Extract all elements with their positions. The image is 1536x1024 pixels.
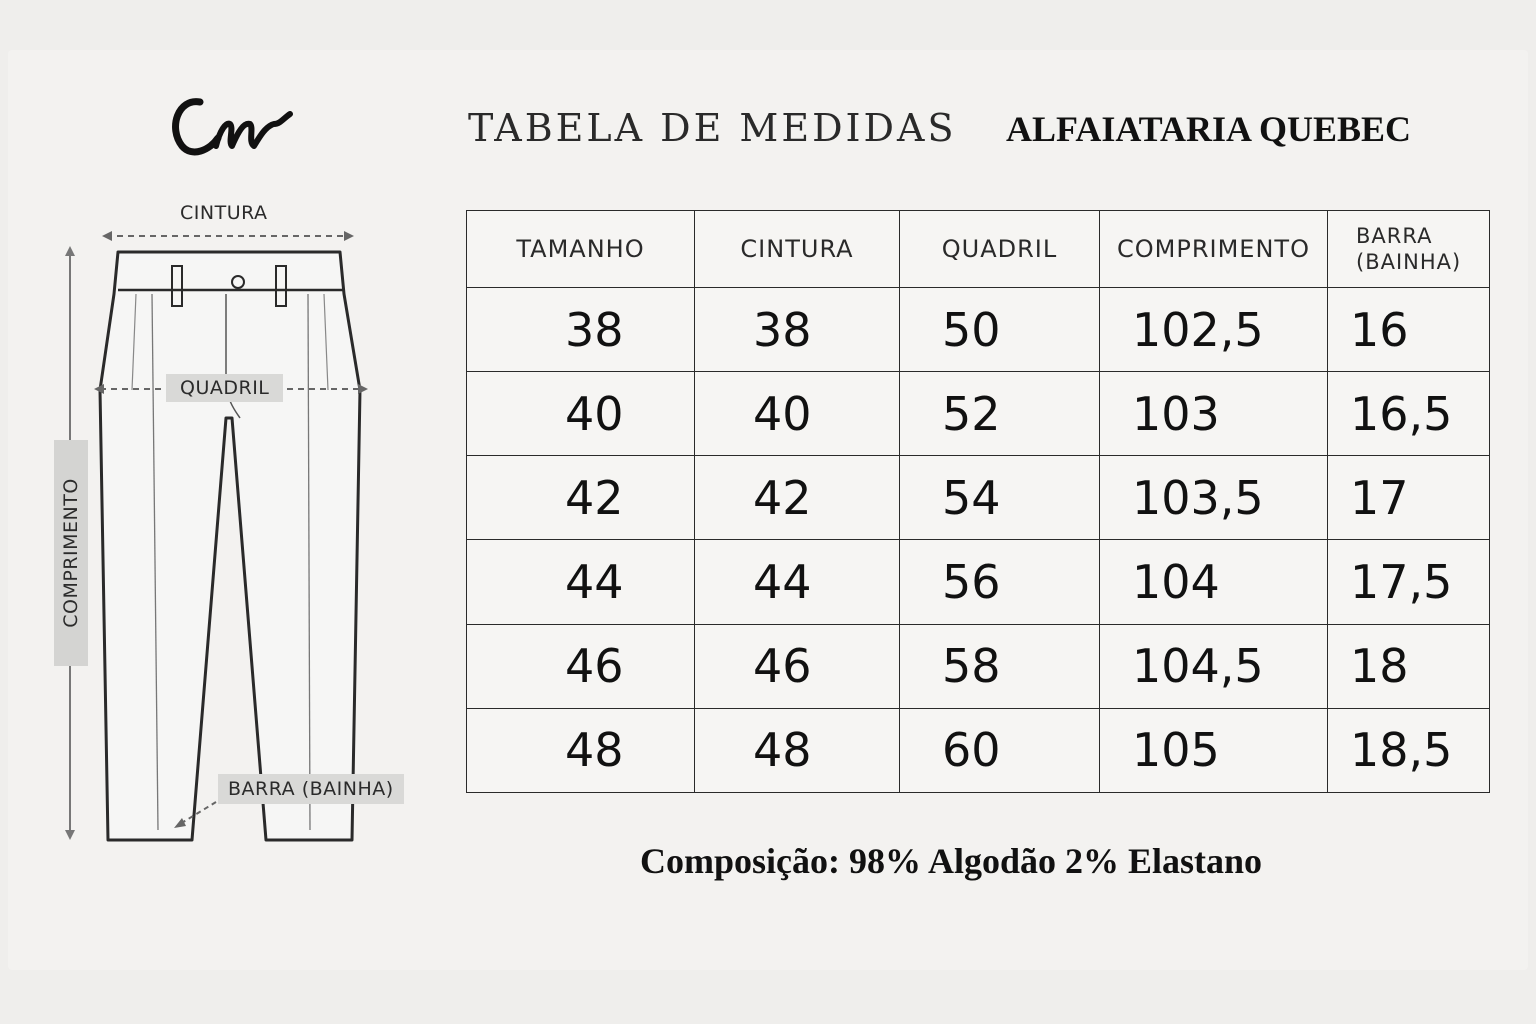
- table-row: [467, 708, 1490, 792]
- table-cell: 48: [467, 708, 695, 792]
- table-row: [467, 372, 1490, 456]
- table-cell: 48: [695, 708, 900, 792]
- table-cell: 17,5: [1328, 540, 1490, 624]
- table-row: [467, 288, 1490, 372]
- size-table: [466, 210, 1490, 793]
- brand-name: ALFAIATARIA QUEBEC: [1006, 109, 1412, 149]
- table-cell: 105: [1100, 708, 1328, 792]
- table-cell: 50: [900, 288, 1100, 372]
- table-cell: 104: [1100, 540, 1328, 624]
- table-row: [467, 456, 1490, 540]
- table-cell: 18,5: [1328, 708, 1490, 792]
- header-comprimento: COMPRIMENTO: [1100, 211, 1328, 288]
- length-label: COMPRIMENTO: [54, 440, 88, 666]
- table-cell: 44: [467, 540, 695, 624]
- hem-label: BARRA (BAINHA): [218, 774, 404, 804]
- table-cell: 56: [900, 540, 1100, 624]
- composition-note: Composição: 98% Algodão 2% Elastano: [640, 841, 1263, 881]
- table-cell: 16,5: [1328, 372, 1490, 456]
- table-cell: 46: [467, 624, 695, 708]
- table-header-row: [467, 211, 1490, 288]
- table-row: [467, 540, 1490, 624]
- waist-label: CINTURA: [180, 202, 268, 224]
- table-cell: 17: [1328, 456, 1490, 540]
- table-cell: 40: [467, 372, 695, 456]
- pants-diagram: [40, 190, 450, 870]
- table-cell: 38: [467, 288, 695, 372]
- header-barra: BARRA (BAINHA): [1328, 211, 1490, 288]
- table-cell: 103: [1100, 372, 1328, 456]
- hip-label: QUADRIL: [166, 374, 283, 402]
- table-cell: 60: [900, 708, 1100, 792]
- table-cell: 54: [900, 456, 1100, 540]
- table-cell: 58: [900, 624, 1100, 708]
- table-cell: 46: [695, 624, 900, 708]
- header-cintura: CINTURA: [695, 211, 900, 288]
- cm-logo-icon: [160, 80, 300, 170]
- table-cell: 102,5: [1100, 288, 1328, 372]
- table-cell: 103,5: [1100, 456, 1328, 540]
- header-quadril: QUADRIL: [900, 211, 1100, 288]
- header-tamanho: TAMANHO: [467, 211, 695, 288]
- table-cell: 104,5: [1100, 624, 1328, 708]
- table-cell: 42: [467, 456, 695, 540]
- table-cell: 16: [1328, 288, 1490, 372]
- table-cell: 38: [695, 288, 900, 372]
- table-cell: 44: [695, 540, 900, 624]
- table-cell: 40: [695, 372, 900, 456]
- table-row: [467, 624, 1490, 708]
- page-title: TABELA DE MEDIDAS: [468, 106, 957, 150]
- table-cell: 18: [1328, 624, 1490, 708]
- table-cell: 52: [900, 372, 1100, 456]
- table-cell: 42: [695, 456, 900, 540]
